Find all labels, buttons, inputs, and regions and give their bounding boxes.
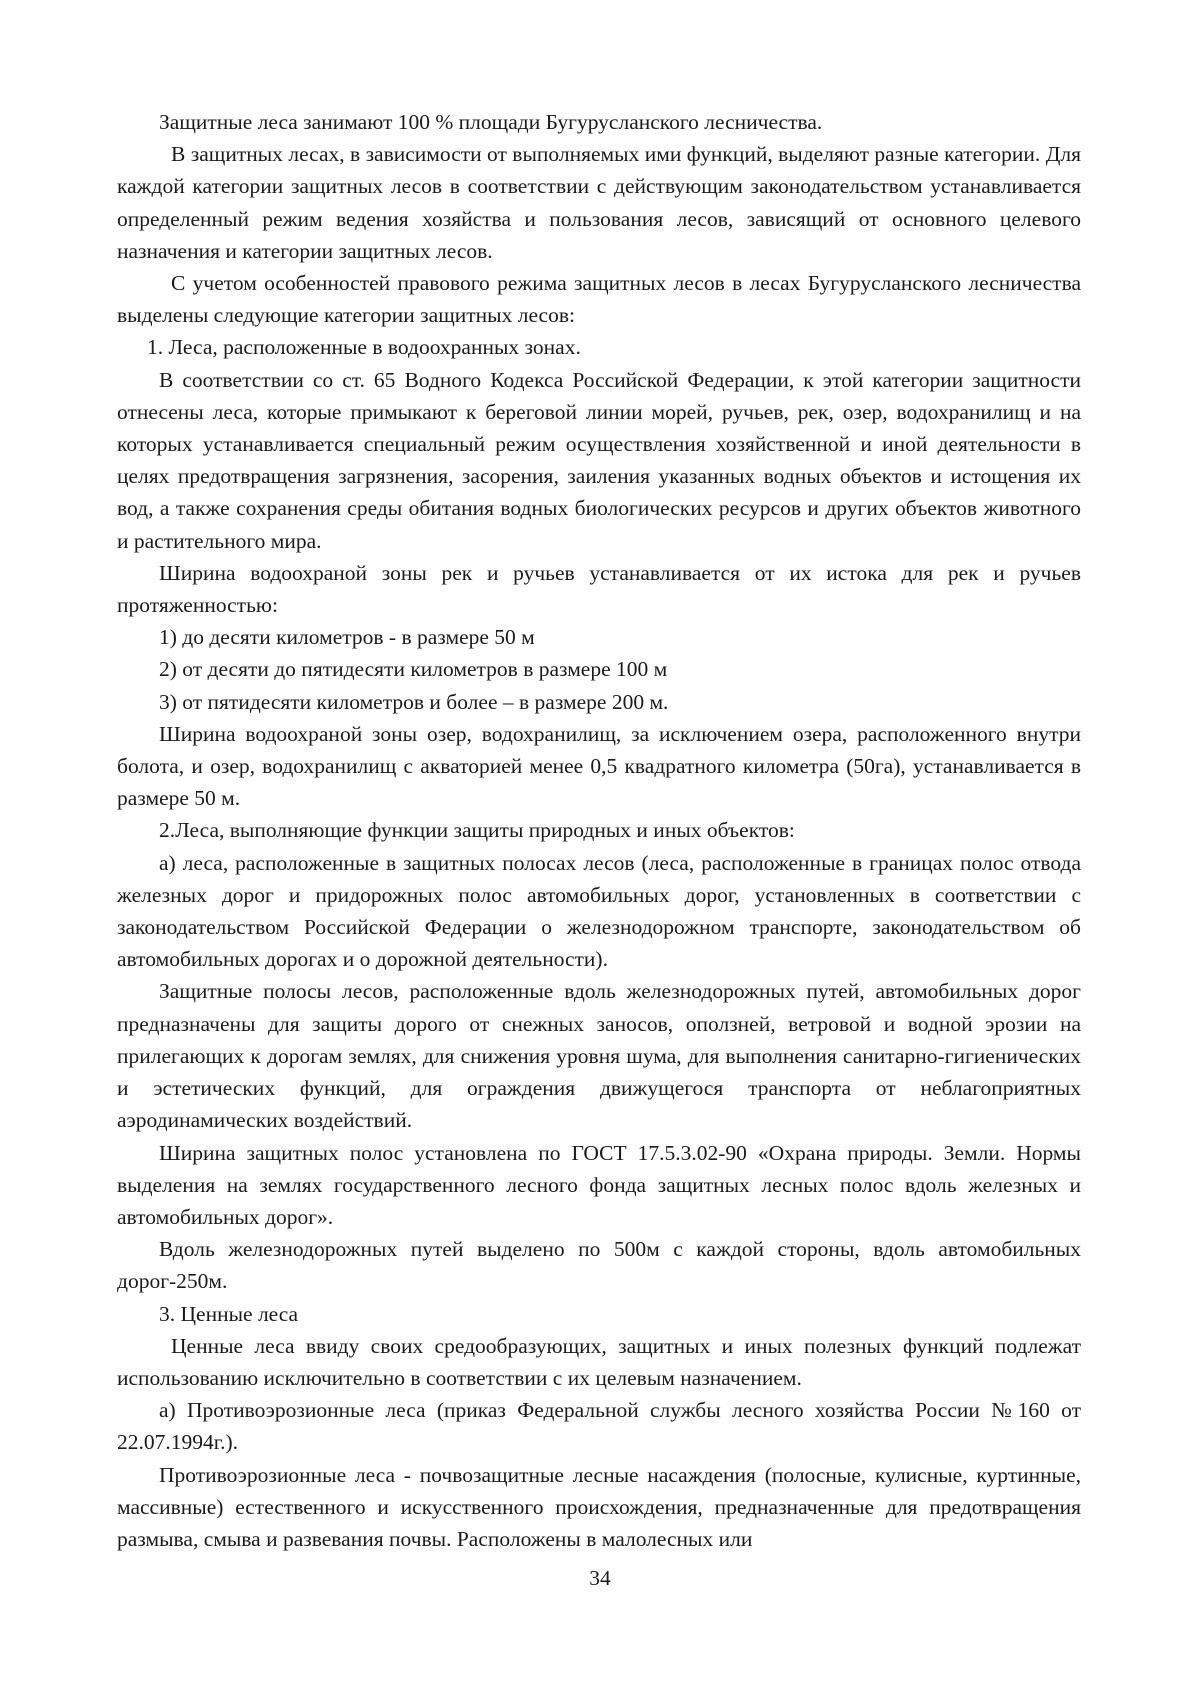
list-heading-valuable-forests: 3. Ценные леса xyxy=(159,1301,299,1326)
document-body xyxy=(117,106,1081,1555)
paragraph-strip-purpose: Защитные полосы лесов, расположенные вдоль железнодорожных путей, автомобильных дорог предназначены для защиты дорого от снежных заносов, оползней, ветровой и водной эрозии на прилегающих к дорогам землях, для снижения уровня шума, для выполнения санитарно-гигиенических и эстетических функций, для ограждения движущегося транспорта от неблагоприятных аэродинамических воздействий. xyxy=(117,979,1081,1133)
page-number: 34 xyxy=(589,1566,611,1590)
paragraph-categories: В защитных лесах, в зависимости от выполняемых ими функций, выделяют разные категории. Для каждой категории защитных лесов в соответствии с действующим законодательством устанавливается определенный режим ведения хозяйства и пользования лесов, зависящий от основного целевого назначения и категории защитных лесов. xyxy=(117,142,1081,263)
paragraph-strip-width: Вдоль железнодорожных путей выделено по 500м с каждой стороны, вдоль автомобильных дорог-250м. xyxy=(117,1237,1081,1294)
paragraph-legal-regime: С учетом особенностей правового режима защитных лесов в лесах Бугурусланского лесничества выделены следующие категории защитных лесов: xyxy=(117,271,1081,328)
paragraph-gost: Ширина защитных полос установлена по ГОСТ 17.5.3.02-90 «Охрана природы. Земли. Нормы выделения на землях государственного лесного фонда защитных лесных полос вдоль железных и автомобильных дорог». xyxy=(117,1140,1081,1229)
list-heading-protective-functions: 2.Леса, выполняющие функции защиты природных и иных объектов: xyxy=(159,818,795,843)
paragraph-intro: Защитные леса занимают 100 % площади Бугурусланского лесничества. xyxy=(159,110,823,134)
paragraph-lake-width: Ширина водоохраной зоны озер, водохранилищ, за исключением озера, расположенного внутри болота, и озер, водохранилищ с акваторией менее 0,5 квадратного километра (50га), устанавливается в размере 50 м. xyxy=(117,721,1081,811)
paragraph-valuable-forests: Ценные леса ввиду своих средообразующих, защитных и иных полезных функций подлежат использованию исключительно в соответствии с их целевым назначением. xyxy=(117,1333,1081,1390)
list-item-width-1: 1) до десяти километров - в размере 50 м xyxy=(159,625,535,650)
list-item-width-3: 3) от пятидесяти километров и более – в размере 200 м. xyxy=(159,689,669,714)
paragraph-water-code: В соответствии со ст. 65 Водного Кодекса Российской Федерации, к этой категории защитности отнесены леса, которые примыкают к береговой линии морей, ручьев, рек, озер, водохранилищ и на которых устанавливается специальный режим осуществления хозяйственной и иной деятельности в целях предотвращения загрязнения, засорения, заиления указанных водных объектов и истощения их вод, а также сохранения среды обитания водных биологических ресурсов и других объектов животного и растительного мира. xyxy=(117,367,1081,553)
list-heading-water-zones: 1. Леса, расположенные в водоохранных зонах. xyxy=(147,335,581,360)
paragraph-river-width: Ширина водоохраной зоны рек и ручьев устанавливается от их истока для рек и ручьев протяженностью: xyxy=(117,560,1081,618)
paragraph-anti-erosion-order: а) Противоэрозионные леса (приказ Федеральной службы лесного хозяйства России №160 от 22.07.1994г.). xyxy=(117,1398,1081,1455)
paragraph-protective-strips: а) леса, расположенные в защитных полосах лесов (леса, расположенные в границах полос отвода железных дорог и придорожных полос автомобильных дорог, установленных в соответствии с законодательством Российской Федерации о железнодорожном транспорте, законодательством об автомобильных дорогах и о дорожной деятельности). xyxy=(117,850,1081,972)
list-item-width-2: 2) от десяти до пятидесяти километров в размере 100 м xyxy=(159,657,668,682)
paragraph-anti-erosion-definition: Противоэрозионные леса - почвозащитные лесные насаждения (полосные, кулисные, куртинные, массивные) естественного и искусственного происхождения, предназначенные для предотвращения размыва, смыва и развевания почвы. Расположены в малолесных или xyxy=(117,1462,1081,1551)
